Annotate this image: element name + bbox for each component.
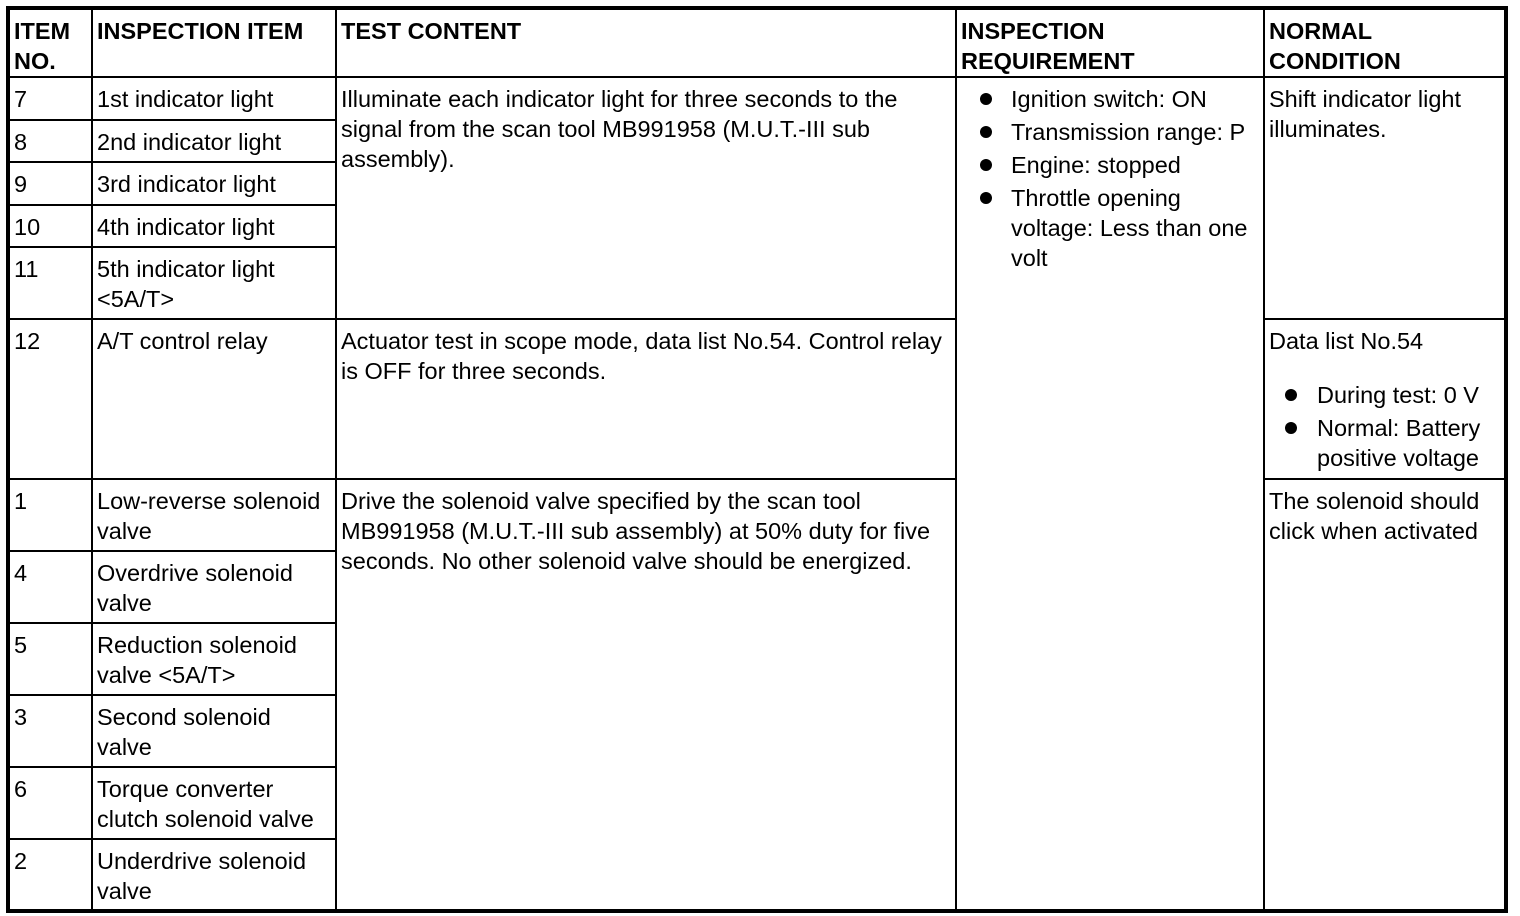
bullet-icon: [980, 126, 992, 138]
inspection-item-cell: 1st indicator light: [92, 77, 336, 120]
table-row: [8, 319, 1506, 479]
normal-condition-solenoid: The solenoid should click when activated: [1264, 479, 1506, 911]
header-inspection-requirement: INSPECTION REQUIREMENT: [956, 8, 1264, 77]
header-item-no: ITEM NO.: [8, 8, 92, 77]
test-content-relay: Actuator test in scope mode, data list No.54. Control relay is OFF for three seconds.: [336, 319, 956, 479]
header-test-content: TEST CONTENT: [336, 8, 956, 77]
item-no-cell: 9: [8, 162, 92, 205]
bullet-icon: [980, 192, 992, 204]
inspection-item-cell: 4th indicator light: [92, 205, 336, 247]
inspection-item-cell: 2nd indicator light: [92, 120, 336, 162]
inspection-item-cell: Overdrive solenoid valve: [92, 551, 336, 623]
bullet-icon: [1285, 422, 1297, 434]
item-no-cell: 2: [8, 839, 92, 911]
requirement-text: Throttle opening voltage: Less than one volt: [1011, 185, 1248, 271]
requirement-text: Transmission range: P: [1011, 119, 1246, 145]
item-no-cell: 8: [8, 120, 92, 162]
bullet-icon: [1285, 389, 1297, 401]
item-no-cell: 5: [8, 623, 92, 695]
relay-condition-list: [1269, 380, 1500, 473]
item-no-cell: 6: [8, 767, 92, 839]
test-content-indicator: Illuminate each indicator light for three seconds to the signal from the scan tool MB991958 (M.U.T.-III sub assembly).: [336, 77, 956, 319]
table-row: [8, 479, 1506, 551]
item-no-cell: 3: [8, 695, 92, 767]
requirement-item: [961, 183, 1259, 273]
requirement-list: [961, 84, 1259, 273]
relay-condition-text: Normal: Battery positive voltage: [1317, 415, 1481, 471]
item-no-cell: 1: [8, 479, 92, 551]
normal-condition-indicator: Shift indicator light illuminates.: [1264, 77, 1506, 319]
inspection-item-cell: Low-reverse solenoid valve: [92, 479, 336, 551]
inspection-item-cell: 3rd indicator light: [92, 162, 336, 205]
item-no-cell: 4: [8, 551, 92, 623]
header-normal-condition: NORMAL CONDITION: [1264, 8, 1506, 77]
item-no-cell: 10: [8, 205, 92, 247]
header-inspection-item: INSPECTION ITEM: [92, 8, 336, 77]
requirement-item: [961, 150, 1259, 180]
relay-condition-item: [1269, 380, 1500, 410]
requirement-text: Ignition switch: ON: [1011, 86, 1207, 112]
item-no-cell: 11: [8, 247, 92, 319]
inspection-item-cell: A/T control relay: [92, 319, 336, 479]
inspection-item-cell: 5th indicator light <5A/T>: [92, 247, 336, 319]
requirement-item: [961, 117, 1259, 147]
relay-condition-text: During test: 0 V: [1317, 382, 1479, 408]
inspection-table: [6, 6, 1508, 913]
requirement-text: Engine: stopped: [1011, 152, 1181, 178]
header-row: [8, 8, 1506, 77]
inspection-item-cell: Underdrive solenoid valve: [92, 839, 336, 911]
relay-condition-item: [1269, 413, 1500, 473]
inspection-requirement-cell: [956, 77, 1264, 911]
inspection-item-cell: Second solenoid valve: [92, 695, 336, 767]
table-row: [8, 77, 1506, 120]
inspection-item-cell: Reduction solenoid valve <5A/T>: [92, 623, 336, 695]
inspection-item-cell: Torque converter clutch solenoid valve: [92, 767, 336, 839]
relay-data-list-title: Data list No.54: [1269, 328, 1424, 354]
bullet-icon: [980, 93, 992, 105]
requirement-item: [961, 84, 1259, 114]
bullet-icon: [980, 159, 992, 171]
normal-condition-relay: [1264, 319, 1506, 479]
item-no-cell: 12: [8, 319, 92, 479]
test-content-solenoid: Drive the solenoid valve specified by the scan tool MB991958 (M.U.T.-III sub assembly) at 50% duty for five seconds. No other solenoid valve should be energized.: [336, 479, 956, 911]
item-no-cell: 7: [8, 77, 92, 120]
